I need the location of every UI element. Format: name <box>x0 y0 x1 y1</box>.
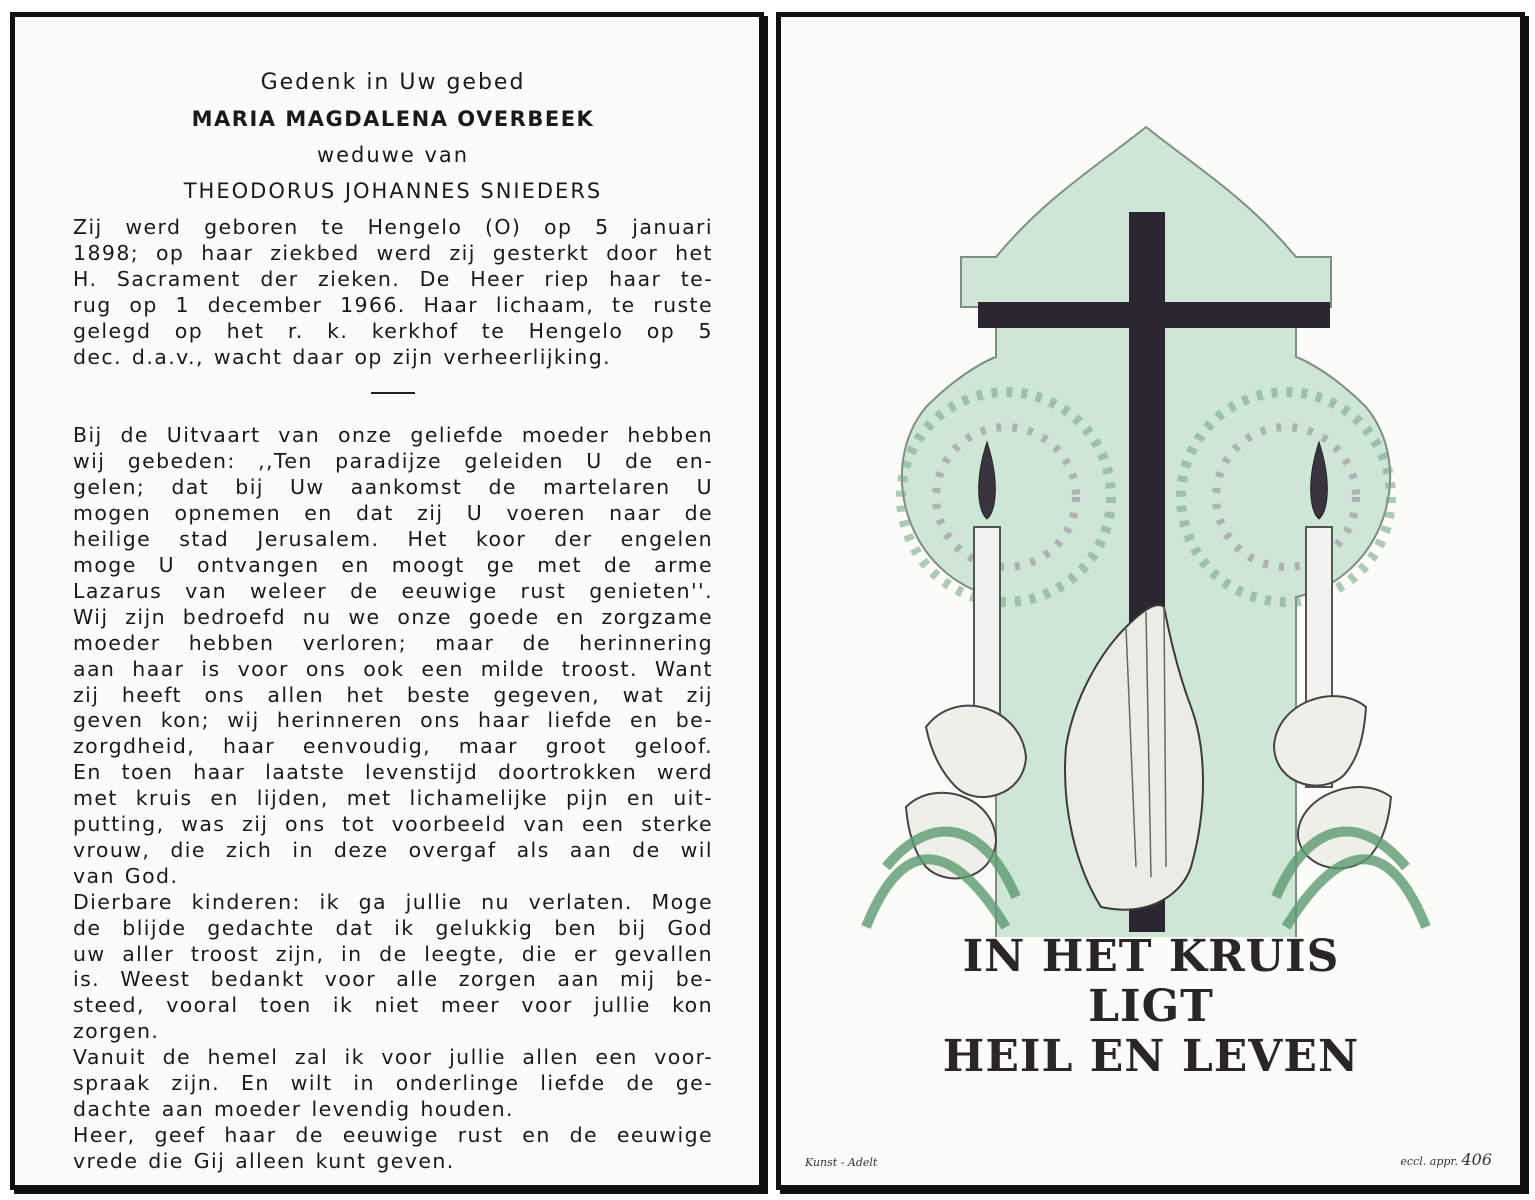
prayer-line: mogen opnemen en dat zij U voeren naar de <box>73 501 713 526</box>
prayer-line: geven kon; wij herinneren ons haar liefde en be- <box>73 708 713 733</box>
motto-line-2: LIGT <box>1088 981 1214 1032</box>
prayer-line: En toen haar laatste levenstijd doortrokken werd <box>73 760 713 785</box>
prayer-card-text-side <box>10 12 764 1190</box>
cross-candles-hands-illustration <box>846 107 1446 937</box>
prayer-line: Wij zijn bedroefd nu we onze goede en zorgzame <box>73 604 713 629</box>
heading-remember: Gedenk in Uw gebed <box>260 70 526 95</box>
biography-line: rug op 1 december 1966. Haar lichaam, te ruste <box>73 292 713 317</box>
prayer-line: Lazarus van weleer de eeuwige rust genieten''. <box>73 578 713 603</box>
prayer-line: met kruis en lijden, met lichamelijke pijn en uit- <box>73 786 713 811</box>
prayer-line: gelen; dat bij Uw aankomst de martelaren U <box>73 475 713 500</box>
prayer-line: vrouw, die zich in deze overgaf als aan de wil <box>73 837 713 862</box>
prayer-line: is. Weest bedankt voor alle zorgen aan mij be- <box>73 967 713 992</box>
motto-line-1: IN HET KRUIS <box>962 931 1340 982</box>
prayer-line: dachte aan moeder levendig houden. <box>73 1097 514 1121</box>
prayer-line: uw aller troost zijn, in de leegte, die er gevallen <box>73 941 713 966</box>
relation-text: weduwe van <box>316 143 470 167</box>
biography-line: Zij werd geboren te Hengelo (O) op 5 januari <box>73 215 713 239</box>
biography-line: dec. d.a.v., wacht daar op zijn verheerlijking. <box>73 344 612 369</box>
prayer-line: moge U ontvangen en moogt ge met de arme <box>73 552 713 577</box>
prayer-line: moeder hebben verloren; maar de herinnering <box>73 630 713 655</box>
divider-rule <box>371 392 415 394</box>
prayer-line: heilige stad Jerusalem. Het koor der engelen <box>73 527 713 552</box>
approval-label: eccl. appr. <box>1400 1155 1458 1168</box>
prayer-line: steed, vooral toen ik niet meer voor jullie kon <box>73 993 713 1018</box>
motto-line-3: HEIL EN LEVEN <box>942 1031 1360 1082</box>
prayer-line: zorgen. <box>73 1019 160 1044</box>
prayer-line: Heer, geef haar de eeuwige rust en de eeuwige <box>73 1122 713 1147</box>
cross-horizontal-beam <box>978 302 1330 328</box>
prayer-line: Bij de Uitvaart van onze geliefde moeder hebben <box>73 423 713 448</box>
prayer-block <box>73 423 713 1174</box>
deceased-name: MARIA MAGDALENA OVERBEEK <box>191 107 595 131</box>
prayer-line: wij gebeden: ,,Ten paradijze geleiden U de en- <box>73 449 713 474</box>
ecclesiastical-approval <box>1400 1150 1492 1169</box>
prayer-line: van God. <box>73 863 179 888</box>
prayer-line: vrede die Gij alleen kunt geven. <box>73 1148 455 1173</box>
prayer-line: Vanuit de hemel zal ik voor jullie allen een voor- <box>73 1045 713 1070</box>
biography-block <box>73 215 713 370</box>
prayer-card-image-side <box>776 12 1525 1190</box>
biography-line: H. Sacrament der zieken. De Heer riep haar te- <box>73 266 713 291</box>
text-column <box>73 65 713 1175</box>
prayer-line: Dierbare kinderen: ik ga jullie nu verlaten. Moge <box>73 889 713 914</box>
prayer-line: putting, was zij ons tot voorbeeld van een sterke <box>73 812 713 837</box>
prayer-line: de blijde gedachte dat ik gelukkig ben bij God <box>73 915 713 940</box>
prayer-line: zij heeft ons allen het beste gegeven, wat zij <box>73 682 713 707</box>
prayer-line: zorgdheid, haar eenvoudig, maar groot geloof. <box>73 734 713 759</box>
biography-line: 1898; op haar ziekbed werd zij gesterkt door het <box>73 240 713 265</box>
prayer-line: spraak zijn. En wilt in onderlinge liefde de ge- <box>73 1071 713 1096</box>
approval-number: 406 <box>1461 1150 1492 1169</box>
artist-credit: Kunst - Adelt <box>805 1156 878 1169</box>
biography-line: gelegd op het r. k. kerkhof te Hengelo op 5 <box>73 318 713 343</box>
prayer-line: aan haar is voor ons ook een milde troost. Want <box>73 656 713 681</box>
spouse-name: THEODORUS JOHANNES SNIEDERS <box>183 179 603 203</box>
